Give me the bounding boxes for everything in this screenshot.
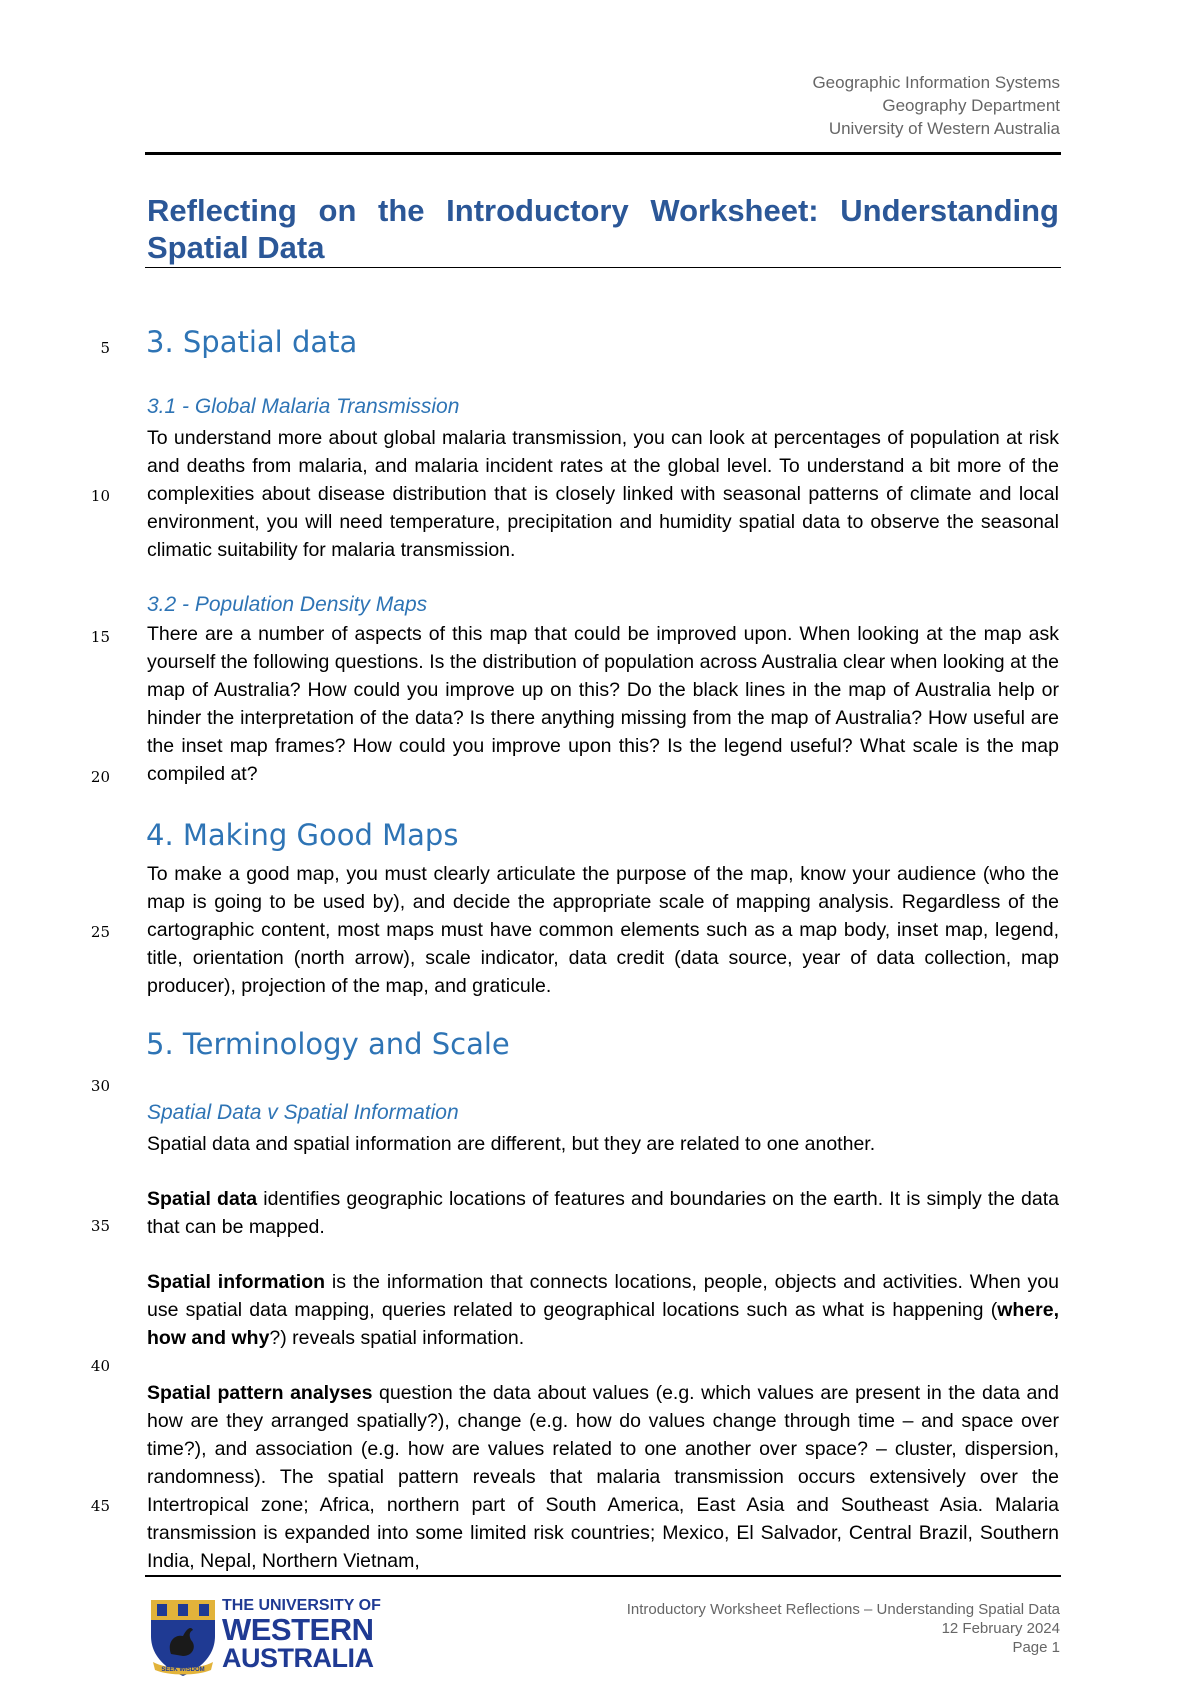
header-line-university: University of Western Australia [828,119,1060,138]
header-rule [145,152,1061,155]
logo-line-3: AUSTRALIA [222,1643,374,1673]
section-heading-making-good-maps: 4. Making Good Maps [146,818,459,852]
paragraph-spatial-information [147,1268,1059,1352]
crest-icon [147,1596,219,1678]
line-number: 40 [90,1357,110,1375]
header-line-course: Geographic Information Systems [812,73,1060,92]
line-number: 45 [90,1497,110,1515]
section-heading-terminology: 5. Terminology and Scale [146,1027,510,1061]
paragraph-malaria: To understand more about global malaria transmission, you can look at percentages of population at risk and deaths from malaria, and malaria incident rates at the global level. To understand a bit more of the complexities about disease distribution that is closely linked with seasonal patterns of climate and local environment, you will need temperature, precipitation and humidity spatial data to observe the seasonal climatic suitability for malaria transmission. [147,427,1059,561]
paragraph-spatial-pattern [147,1379,1059,1575]
logo-line-1: THE UNIVERSITY OF [222,1597,381,1614]
logo-line-2: WESTERN [222,1612,374,1647]
title-rule [145,267,1061,268]
logo-wordmark [222,1598,381,1672]
subheading-global-malaria: 3.1 - Global Malaria Transmission [147,395,460,418]
definition-spatial-data: identifies geographic locations of features and boundaries on the earth. It is simply the data that can be mapped. [147,1188,1059,1238]
document-footer [540,1600,1060,1657]
emphasis-where-how-why: where, how and why [147,1299,1059,1349]
paragraph-good-maps: To make a good map, you must clearly articulate the purpose of the map, know your audience (who the map is going to be used by), and decide the appropriate scale of mapping analysis. Regardless of the cartographic content, most maps must have common elements such as a map body, inset map, legend, title, orientation (north arrow), scale indicator, data credit (data source, year of data collection, map producer), projection of the map, and graticule. [147,863,1059,997]
crest-ribbon-text: SEEK WISDOM [161,1667,205,1673]
subheading-population-density: 3.2 - Population Density Maps [147,593,428,616]
document-title: Reflecting on the Introductory Worksheet: Understanding Spatial Data [147,193,1059,265]
footer-document-title: Introductory Worksheet Reflections – Understanding Spatial Data [626,1601,1060,1618]
line-number: 15 [90,628,110,646]
term-spatial-pattern: Spatial pattern analyses [147,1382,373,1404]
line-number: 5 [100,339,110,357]
paragraph-spatial-data [147,1185,1059,1241]
university-logo [147,1596,387,1678]
line-number: 30 [90,1077,110,1095]
document-header [145,71,1060,140]
paragraph-data-vs-information: Spatial data and spatial information are different, but they are related to one another. [147,1133,876,1155]
definition-spatial-information: is the information that connects locations, people, objects and activities. When you use spatial data mapping, queries related to geographical locations such as what is happening ( [147,1271,1059,1321]
line-number: 25 [90,923,110,941]
term-spatial-information: Spatial information [147,1271,326,1293]
footer-date: 12 February 2024 [941,1620,1060,1637]
footer-page-number: Page 1 [1012,1639,1060,1656]
subheading-data-vs-information: Spatial Data v Spatial Information [147,1101,459,1124]
line-number: 10 [90,487,110,505]
line-number: 35 [90,1217,110,1235]
definition-spatial-pattern: question the data about values (e.g. which values are present in the data and how are they arranged spatially?), change (e.g. how do values change through time – and space over time?), and association (e.g. how are values related to one another over space? – cluster, dispersion, randomness). The spatial pattern reveals that malaria transmission occurs extensively over the Intertropical zone; Africa, northern part of South America, East Asia and Southeast Asia. Malaria transmission is expanded into some limited risk countries; Mexico, El Salvador, Central Brazil, Southern India, Nepal, Northern Vietnam, [147,1382,1059,1572]
line-number: 20 [90,768,110,786]
footer-rule [145,1575,1061,1577]
header-line-department: Geography Department [882,96,1060,115]
paragraph-population-density: There are a number of aspects of this map that could be improved upon. When looking at the map ask yourself the following questions. Is the distribution of population across Australia clear when looking at the map of Australia? How could you improve up on this? Do the black lines in the map of Australia help or hinder the interpretation of the data? Is there anything missing from the map of Australia? How useful are the inset map frames? How could you improve upon this? Is the legend useful? What scale is the map compiled at? [147,623,1059,785]
section-heading-spatial-data: 3. Spatial data [146,325,358,359]
definition-spatial-information-end: ?) reveals spatial information. [269,1327,525,1349]
term-spatial-data: Spatial data [147,1188,258,1210]
